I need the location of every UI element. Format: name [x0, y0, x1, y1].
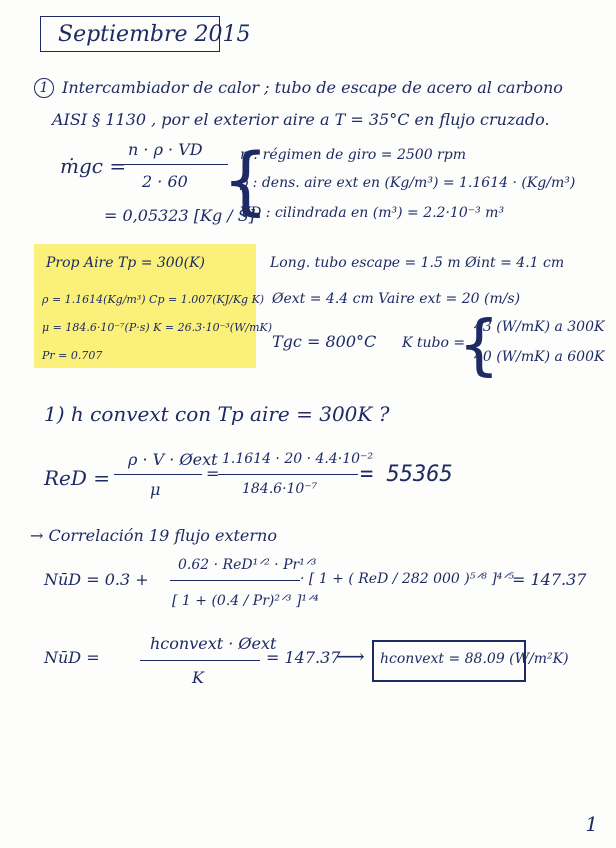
final-result: hconvext = 88.09 (W/m²K)	[380, 651, 569, 667]
page-title: Septiembre 2015	[58, 22, 251, 47]
definitions-brace: {	[222, 138, 270, 224]
massflow-numerator: n · ρ · VD	[128, 140, 203, 159]
problem-heading-line2: AISI § 1130 , por el exterior aire a T = 35°C en flujo cruzado.	[52, 110, 550, 129]
def-vd: VD : cilindrada en (m³) = 2.2·10⁻³ m³	[240, 205, 505, 221]
ktubo-label: K tubo =	[402, 335, 466, 351]
reynolds-result: = 55365	[360, 462, 453, 487]
massflow-result: = 0,05323 [Kg / S]	[104, 206, 255, 225]
result-arrow-icon: ⟶	[336, 644, 365, 668]
massflow-lhs: ṁgc =	[60, 154, 127, 178]
reynolds-values-fraction-bar	[218, 474, 358, 475]
nusselt-bracket-term: · [ 1 + ( ReD / 282 000 )⁵ᐟ⁸ ]⁴ᐟ⁵	[300, 571, 514, 587]
nusselt-numerator: 0.62 · ReD¹ᐟ² · Pr¹ᐟ³	[178, 557, 317, 573]
note-line3: Pr = 0.707	[42, 349, 103, 362]
note-line1: ρ = 1.1614(Kg/m³) Cp = 1.007(KJ/Kg K)	[42, 293, 265, 306]
geometry-line1: Long. tubo escape = 1.5 m Øint = 4.1 cm	[270, 255, 565, 271]
nusselt-result: = 147.37	[512, 570, 587, 589]
equals-sign: =	[206, 464, 220, 483]
part1-label: 1) h convext con Tp aire = 300K ?	[44, 402, 390, 426]
nusselt2-lhs: NūD =	[44, 648, 100, 667]
reynolds-lhs: ReD =	[44, 466, 111, 490]
correlation-label: → Correlación 19 flujo externo	[30, 526, 277, 545]
def-rho: ρ : dens. aire ext en (Kg/m³) = 1.1614 · (Kg/m³)	[240, 175, 576, 191]
geometry-line2: Øext = 4.4 cm Vaire ext = 20 (m/s)	[272, 291, 521, 307]
page-number: 1	[585, 812, 598, 836]
ktubo-brace: {	[458, 306, 500, 383]
geometry-line3: Tgc = 800°C	[272, 332, 377, 351]
nusselt-lhs: NūD = 0.3 +	[44, 570, 149, 589]
note-line2: μ = 184.6·10⁻⁷(P·s) K = 26.3·10⁻³(W/mK)	[42, 321, 273, 334]
reynolds-numerator: ρ · V · Øext	[128, 450, 218, 469]
nusselt2-numerator: hconvext · Øext	[150, 634, 277, 653]
def-n: n : régimen de giro = 2500 rpm	[240, 147, 466, 163]
nusselt2-denominator: K	[192, 668, 204, 687]
massflow-denominator: 2 · 60	[142, 172, 188, 191]
massflow-fraction-bar	[116, 164, 228, 165]
ktubo-value-1: 43 (W/mK) a 300K	[474, 319, 605, 335]
problem-number-circle: 1	[34, 78, 54, 98]
reynolds-fraction-bar	[114, 474, 202, 475]
nusselt-denominator: [ 1 + (0.4 / Pr)²ᐟ³ ]¹ᐟ⁴	[172, 593, 319, 609]
nusselt-fraction-bar	[170, 580, 300, 581]
reynolds-denominator: μ	[150, 480, 161, 499]
nusselt2-fraction-bar	[140, 660, 260, 661]
nusselt2-result: = 147.37	[266, 648, 341, 667]
problem-heading: Intercambiador de calor ; tubo de escape de acero al carbono	[62, 78, 563, 97]
note-title: Prop Aire Tp = 300(K)	[46, 255, 206, 271]
ktubo-value-2: 40 (W/mK) a 600K	[474, 349, 605, 365]
reynolds-numerator-values: 1.1614 · 20 · 4.4·10⁻²	[222, 451, 374, 467]
reynolds-denominator-values: 184.6·10⁻⁷	[242, 481, 318, 497]
